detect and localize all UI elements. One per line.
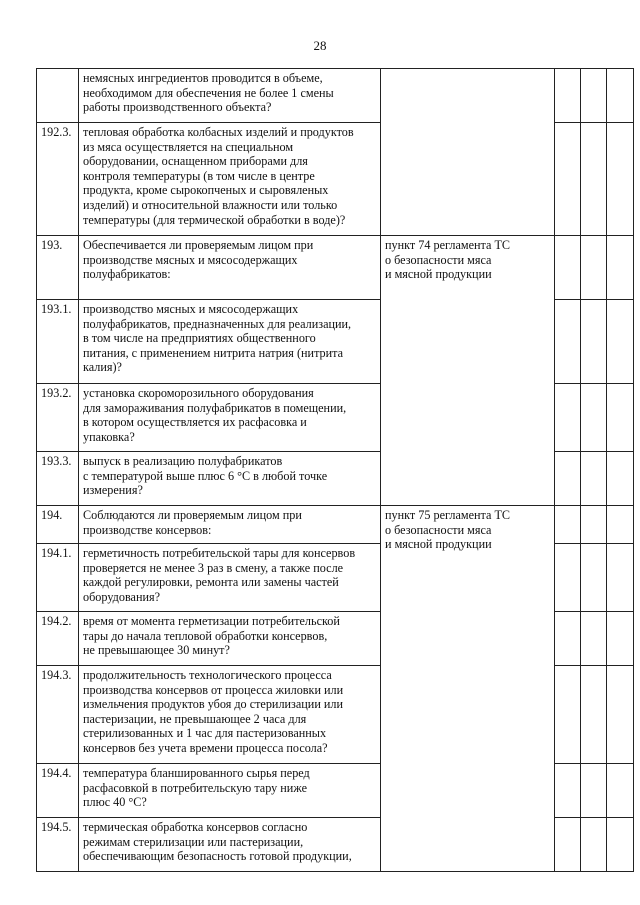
answer-cell[interactable]	[555, 764, 581, 818]
reference-text: пункт 75 регламента ТС о безопасности мяса и мясной продукции	[385, 508, 511, 552]
answer-cell[interactable]	[607, 764, 634, 818]
answer-cell[interactable]	[555, 612, 581, 666]
answer-cell[interactable]	[555, 69, 581, 123]
answer-cell[interactable]	[555, 300, 581, 384]
question-text: время от момента герметизации потребительской тары до начала тепловой обработки консервов, не превышающее 30 минут?	[79, 612, 381, 666]
answer-cell[interactable]	[555, 818, 581, 872]
answer-cell[interactable]	[607, 506, 634, 544]
answer-cell[interactable]	[607, 300, 634, 384]
answer-cell[interactable]	[607, 666, 634, 764]
item-number: 194.1.	[37, 544, 79, 612]
answer-cell[interactable]	[581, 452, 607, 506]
table-row	[37, 506, 634, 544]
question-text: продолжительность технологического процесса производства консервов от процесса жиловки или измельчения продуктов убоя до стерилизации или пастеризации, не превышающее 2 часа для стерилизованных и 1 час для пастеризованных консервов без учета времени процесса посола?	[79, 666, 381, 764]
item-number: 194.4.	[37, 764, 79, 818]
question-text: выпуск в реализацию полуфабрикатов с температурой выше плюс 6 °С в любой точке измерения?	[79, 452, 381, 506]
answer-cell[interactable]	[555, 506, 581, 544]
answer-cell[interactable]	[581, 236, 607, 300]
answer-cell[interactable]	[607, 384, 634, 452]
item-number: 194.3.	[37, 666, 79, 764]
answer-cell[interactable]	[581, 506, 607, 544]
answer-cell[interactable]	[555, 123, 581, 236]
item-number: 193.2.	[37, 384, 79, 452]
question-text: герметичность потребительской тары для консервов проверяется не менее 3 раз в смену, а также после каждой регулировки, ремонта или замены частей оборудования?	[79, 544, 381, 612]
answer-cell[interactable]	[607, 612, 634, 666]
reference-cell	[381, 506, 555, 872]
question-text: термическая обработка консервов согласно режимам стерилизации или пастеризации, обеспечивающим безопасность готовой продукции,	[79, 818, 381, 872]
reference-text: пункт 74 регламента ТС о безопасности мяса и мясной продукции	[385, 238, 511, 282]
answer-cell[interactable]	[607, 236, 634, 300]
answer-cell[interactable]	[555, 452, 581, 506]
answer-cell[interactable]	[555, 384, 581, 452]
answer-cell[interactable]	[581, 666, 607, 764]
answer-cell[interactable]	[581, 544, 607, 612]
item-number: 193.	[37, 236, 79, 300]
item-number: 194.	[37, 506, 79, 544]
question-text: производство мясных и мясосодержащих полуфабрикатов, предназначенных для реализации, в том числе на предприятиях общественного питания, с применением нитрита натрия (нитрита калия)?	[79, 300, 381, 384]
table-row	[37, 236, 634, 300]
table-row	[37, 69, 634, 123]
answer-cell[interactable]	[581, 764, 607, 818]
item-number: 193.3.	[37, 452, 79, 506]
question-text: немясных ингредиентов проводится в объеме, необходимом для обеспечения не более 1 смены работы производственного объекта?	[79, 69, 381, 123]
answer-cell[interactable]	[581, 69, 607, 123]
answer-cell[interactable]	[581, 384, 607, 452]
item-number: 194.5.	[37, 818, 79, 872]
reference-cell	[381, 236, 555, 506]
answer-cell[interactable]	[581, 612, 607, 666]
answer-cell[interactable]	[555, 666, 581, 764]
item-number: 194.2.	[37, 612, 79, 666]
item-number	[37, 69, 79, 123]
answer-cell[interactable]	[607, 69, 634, 123]
checklist-table	[36, 68, 634, 872]
answer-cell[interactable]	[555, 544, 581, 612]
question-text: тепловая обработка колбасных изделий и продуктов из мяса осуществляется на специальном оборудовании, оснащенном приборами для контроля температуры (в том числе в центре продукта, кроме сырокопченых и сыровяленых изделий) и относительной влажности или только температуры (для термической обработки в воде)?	[79, 123, 381, 236]
page-number: 28	[313, 38, 327, 53]
answer-cell[interactable]	[581, 123, 607, 236]
answer-cell[interactable]	[607, 544, 634, 612]
answer-cell[interactable]	[555, 236, 581, 300]
item-number: 193.1.	[37, 300, 79, 384]
answer-cell[interactable]	[607, 452, 634, 506]
answer-cell[interactable]	[581, 818, 607, 872]
answer-cell[interactable]	[607, 818, 634, 872]
question-text: Обеспечивается ли проверяемым лицом при производстве мясных и мясосодержащих полуфабрикатов:	[79, 236, 381, 300]
question-text: температура бланшированного сырья перед расфасовкой в потребительскую тару ниже плюс 40 °С?	[79, 764, 381, 818]
answer-cell[interactable]	[607, 123, 634, 236]
question-text: установка скороморозильного оборудования для замораживания полуфабрикатов в помещении, в котором осуществляется их расфасовка и упаковка?	[79, 384, 381, 452]
reference-cell	[381, 69, 555, 236]
answer-cell[interactable]	[581, 300, 607, 384]
item-number: 192.3.	[37, 123, 79, 236]
question-text: Соблюдаются ли проверяемым лицом при производстве консервов:	[79, 506, 381, 544]
